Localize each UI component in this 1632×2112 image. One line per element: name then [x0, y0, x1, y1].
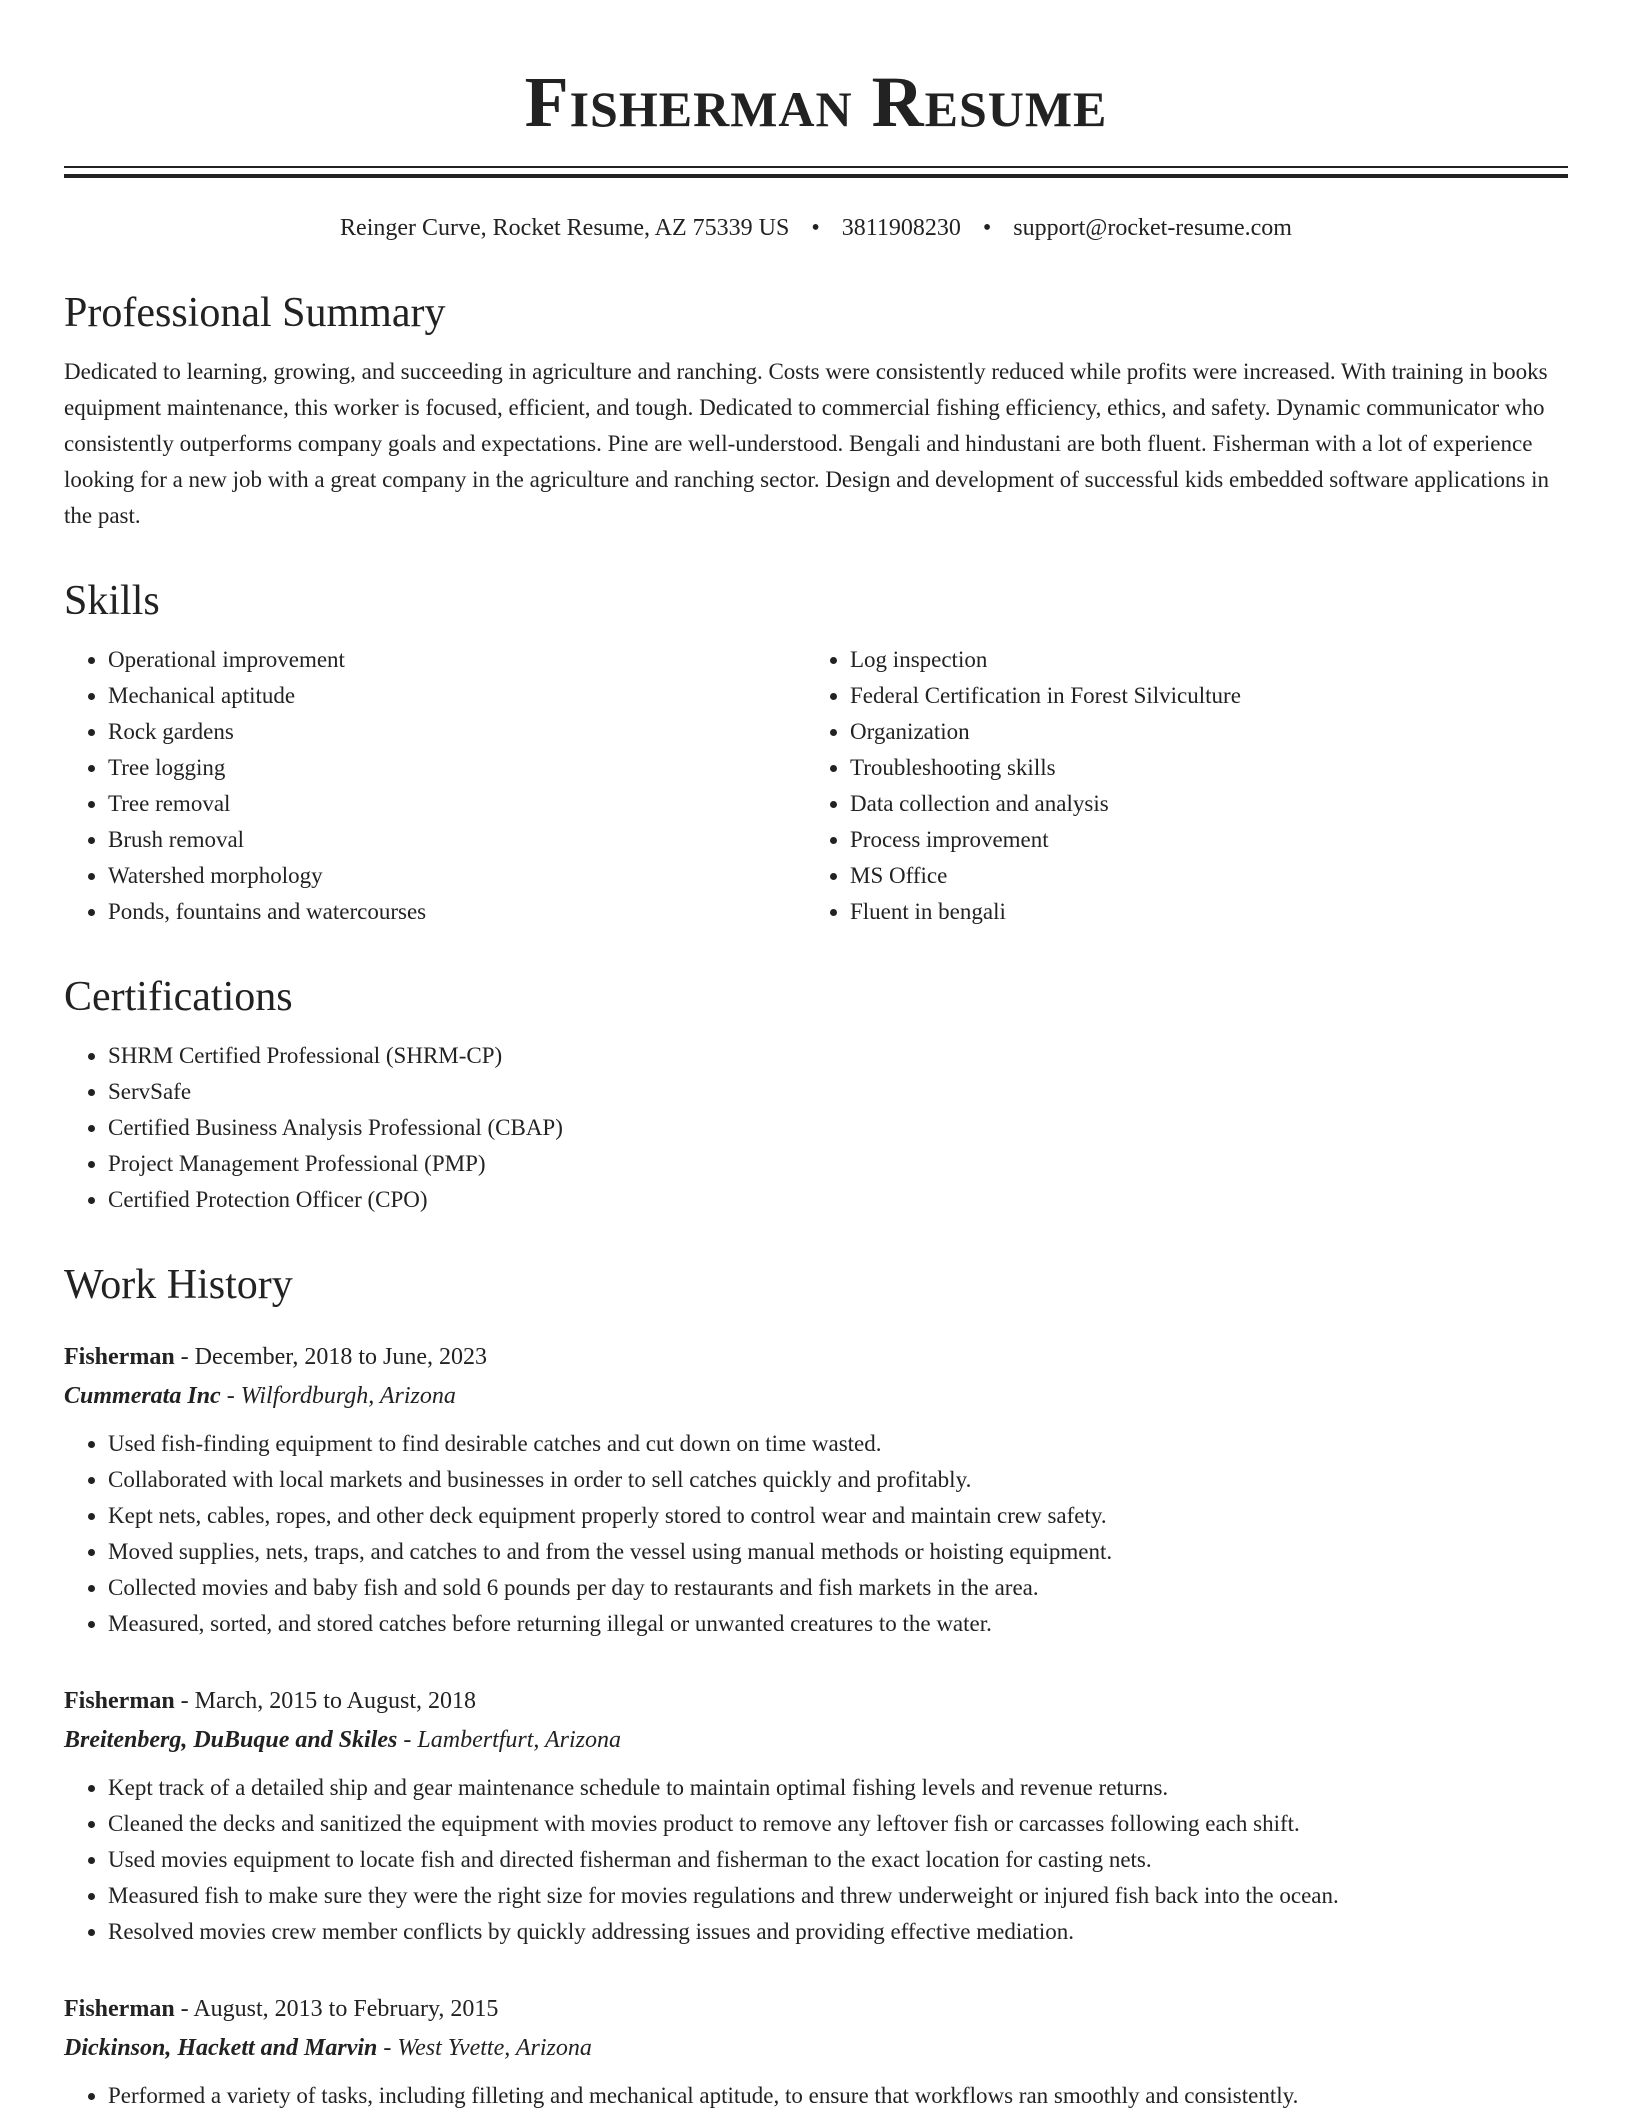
title-divider-thin: [64, 166, 1568, 168]
job-title: Fisherman: [64, 1688, 175, 1714]
skill-item: • Organization: [850, 714, 1548, 750]
job-title-line: [64, 1338, 1568, 1376]
skill-item: • Data collection and analysis: [850, 786, 1548, 822]
skill-item: • MS Office: [850, 858, 1548, 894]
job-entry: [64, 1990, 1568, 2112]
skills-column-left: [64, 642, 806, 930]
skill-item: • Tree logging: [108, 750, 806, 786]
skills-column-right: [806, 642, 1548, 930]
bullet-separator: •: [982, 215, 992, 241]
company-location: Lambertfurt, Arizona: [417, 1727, 621, 1753]
job-entry: [64, 1338, 1568, 1642]
job-title: Fisherman: [64, 1344, 175, 1370]
certification-item: • Certified Protection Officer (CPO): [108, 1182, 1568, 1218]
job-title-line: [64, 1682, 1568, 1720]
skills-list-left: [64, 642, 806, 930]
skill-item: • Tree removal: [108, 786, 806, 822]
job-dates: August, 2013 to February, 2015: [193, 1996, 499, 2022]
certification-item: • Certified Business Analysis Professional (CBAP): [108, 1110, 1568, 1146]
company-line: [64, 1720, 1568, 1760]
skill-item: • Federal Certification in Forest Silviculture: [850, 678, 1548, 714]
skills-grid: [64, 642, 1568, 930]
certification-item: • ServSafe: [108, 1074, 1568, 1110]
contact-email: support@rocket-resume.com: [1013, 215, 1292, 241]
company-name: Breitenberg, DuBuque and Skiles: [64, 1727, 398, 1753]
job-duty: • Measured fish to make sure they were the right size for movies regulations and threw underweight or injured fish back into the ocean.: [108, 1878, 1568, 1914]
job-duty: • Used movies equipment to locate fish and directed fisherman and fisherman to the exact location for casting nets.: [108, 1842, 1568, 1878]
certifications-heading: Certifications: [64, 974, 293, 1020]
dash-separator: -: [174, 1996, 194, 2022]
dash-separator: -: [377, 2035, 398, 2061]
company-name: Dickinson, Hackett and Marvin: [64, 2035, 378, 2061]
skill-item: • Log inspection: [850, 642, 1548, 678]
skill-item: • Operational improvement: [108, 642, 806, 678]
skill-item: • Watershed morphology: [108, 858, 806, 894]
contact-phone: 3811908230: [841, 215, 961, 241]
job-duties-list: [64, 1426, 1568, 1642]
skill-item: • Mechanical aptitude: [108, 678, 806, 714]
job-duty: • Measured, sorted, and stored catches before returning illegal or unwanted creatures to the water.: [108, 1606, 1568, 1642]
skills-heading: Skills: [64, 578, 160, 624]
certifications-list: [64, 1038, 1568, 1218]
contact-line: [64, 212, 1568, 244]
bullet-separator: •: [811, 215, 820, 241]
company-location: West Yvette, Arizona: [397, 2035, 592, 2061]
skill-item: • Process improvement: [850, 822, 1548, 858]
job-duty: • Performed a variety of tasks, including filleting and mechanical aptitude, to ensure that workflows ran smoothly and consistently.: [108, 2078, 1568, 2112]
company-name: Cummerata Inc: [64, 1383, 221, 1409]
skill-item: • Troubleshooting skills: [850, 750, 1548, 786]
job-duty: • Cleaned the decks and sanitized the equipment with movies product to remove any leftover fish or carcasses following each shift.: [108, 1806, 1568, 1842]
skill-item: • Ponds, fountains and watercourses: [108, 894, 806, 930]
job-title-line: [64, 1990, 1568, 2028]
job-duty: • Moved supplies, nets, traps, and catches to and from the vessel using manual methods or hoisting equipment.: [108, 1534, 1568, 1570]
contact-address: Reinger Curve, Rocket Resume, AZ 75339 US: [340, 215, 790, 241]
job-duty: • Collected movies and baby fish and sold 6 pounds per day to restaurants and fish markets in the area.: [108, 1570, 1568, 1606]
job-dates: December, 2018 to June, 2023: [194, 1344, 487, 1370]
dash-separator: -: [174, 1344, 195, 1370]
job-duty: • Collaborated with local markets and businesses in order to sell catches quickly and profitably.: [108, 1462, 1568, 1498]
certification-item: • Project Management Professional (PMP): [108, 1146, 1568, 1182]
work-history-heading: Work History: [64, 1262, 293, 1308]
skills-list-right: [806, 642, 1548, 930]
summary-heading: Professional Summary: [64, 290, 446, 336]
job-duty: • Kept track of a detailed ship and gear maintenance schedule to maintain optimal fishing levels and revenue returns.: [108, 1770, 1568, 1806]
skill-item: • Fluent in bengali: [850, 894, 1548, 930]
resume-content: [64, 56, 1568, 2112]
job-duty: • Used fish-finding equipment to find desirable catches and cut down on time wasted.: [108, 1426, 1568, 1462]
skill-item: • Brush removal: [108, 822, 806, 858]
company-location: Wilfordburgh, Arizona: [240, 1383, 456, 1409]
dash-separator: -: [397, 1727, 418, 1753]
job-duties-list: [64, 2078, 1568, 2112]
title-divider-thick: [64, 174, 1568, 178]
dash-separator: -: [220, 1383, 241, 1409]
skill-item: • Rock gardens: [108, 714, 806, 750]
job-title: Fisherman: [64, 1996, 175, 2022]
job-dates: March, 2015 to August, 2018: [194, 1688, 476, 1714]
job-duty: • Kept nets, cables, ropes, and other deck equipment properly stored to control wear and maintain crew safety.: [108, 1498, 1568, 1534]
company-line: [64, 1376, 1568, 1416]
page-title: Fisherman Resume: [524, 62, 1108, 142]
dash-separator: -: [174, 1688, 195, 1714]
job-duties-list: [64, 1770, 1568, 1950]
summary-text: Dedicated to learning, growing, and succeeding in agriculture and ranching. Costs were consistently reduced while profits were increased. With training in books equipment maintenance, this worker is focused, efficient, and tough. Dedicated to commercial fishing efficiency, ethics, and safety. Dynamic communicator who consistently outperforms company goals and expectations. Pine are well-understood. Bengali and hindustani are both fluent. Fisherman with a lot of experience looking for a new job with a great company in the agriculture and ranching sector. Design and development of successful kids embedded software applications in the past.: [64, 359, 1549, 528]
job-entry: [64, 1682, 1568, 1950]
job-duty: • Resolved movies crew member conflicts by quickly addressing issues and providing effective mediation.: [108, 1914, 1568, 1950]
certification-item: • SHRM Certified Professional (SHRM-CP): [108, 1038, 1568, 1074]
company-line: [64, 2028, 1568, 2068]
